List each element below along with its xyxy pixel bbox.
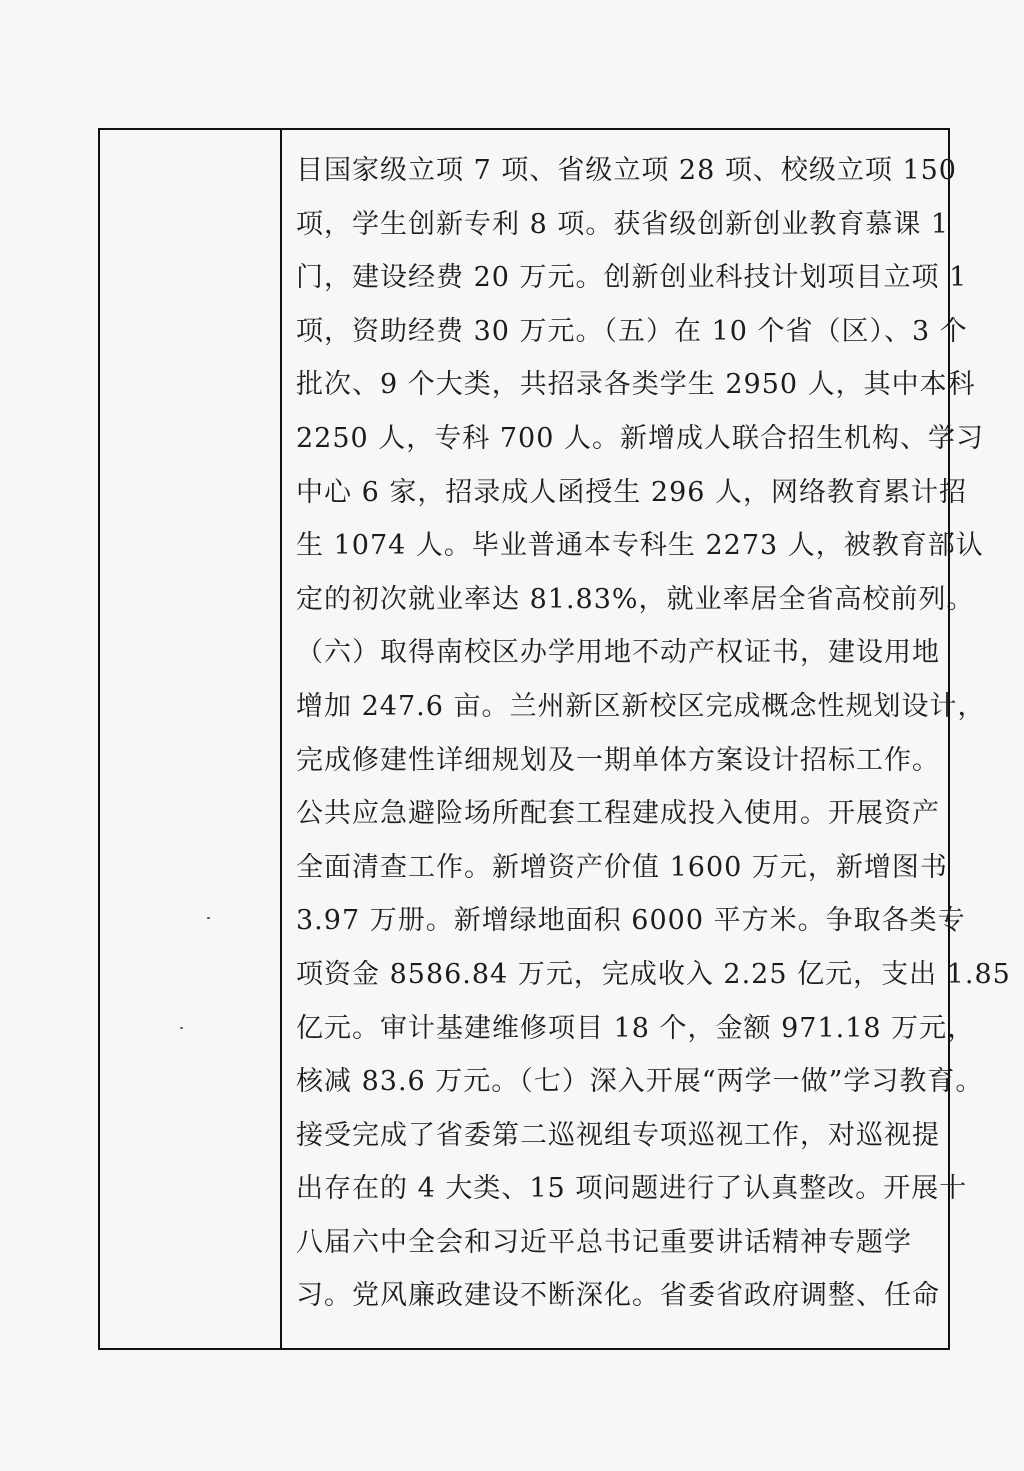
- report-table: [98, 128, 1011, 1350]
- text-line: 批次、9 个大类，共招录各类学生 2950 人，其中本科: [296, 369, 976, 401]
- text-line: 完成修建性详细规划及一期单体方案设计招标工作。: [296, 744, 940, 776]
- text-line: 八届六中全会和习近平总书记重要讲话精神专题学: [296, 1226, 912, 1258]
- text-line: 亿元。审计基建维修项目 18 个，金额 971.18 万元，: [296, 1012, 976, 1044]
- text-line: 公共应急避险场所配套工程建成投入使用。开展资产: [296, 798, 940, 830]
- text-line: 项，资助经费 30 万元。（五）在 10 个省（区）、3 个: [296, 315, 968, 347]
- text-line: 中心 6 家，招录成人函授生 296 人，网络教育累计招: [296, 476, 968, 508]
- text-line: 生 1074 人。毕业普通本专科生 2273 人，被教育部认: [296, 530, 984, 562]
- text-line: 目国家级立项 7 项、省级立项 28 项、校级立项 150: [296, 155, 957, 186]
- text-line: 2250 人，专科 700 人。新增成人联合招生机构、学习: [296, 422, 984, 454]
- text-line: 核减 83.6 万元。（七）深入开展“两学一做”学习教育。: [296, 1066, 984, 1098]
- table-content-cell: [282, 130, 1011, 1348]
- text-line: （六）取得南校区办学用地不动产权证书，建设用地: [296, 637, 940, 669]
- text-line: 3.97 万册。新增绿地面积 6000 平方米。争取各类专: [296, 905, 966, 937]
- scan-speck: [207, 917, 210, 919]
- text-line: 项，学生创新专利 8 项。获省级创新创业教育慕课 1: [296, 208, 950, 240]
- text-line: 习。党风廉政建设不断深化。省委省政府调整、任命: [296, 1280, 940, 1312]
- text-line: 定的初次就业率达 81.83%，就业率居全省高校前列。: [296, 583, 975, 615]
- scan-speck: [180, 1027, 183, 1029]
- text-line: 全面清查工作。新增资产价值 1600 万元，新增图书: [296, 851, 948, 883]
- table-label-cell: [100, 130, 282, 1348]
- text-line: 接受完成了省委第二巡视组专项巡视工作，对巡视提: [296, 1119, 940, 1151]
- text-line: 门，建设经费 20 万元。创新创业科技计划项目立项 1: [296, 262, 968, 294]
- text-line: 出存在的 4 大类、15 项问题进行了认真整改。开展十: [296, 1173, 968, 1205]
- text-line: 增加 247.6 亩。兰州新区新校区完成概念性规划设计，: [296, 690, 986, 722]
- text-line: 项资金 8586.84 万元，完成收入 2.25 亿元，支出 1.85: [296, 958, 1011, 990]
